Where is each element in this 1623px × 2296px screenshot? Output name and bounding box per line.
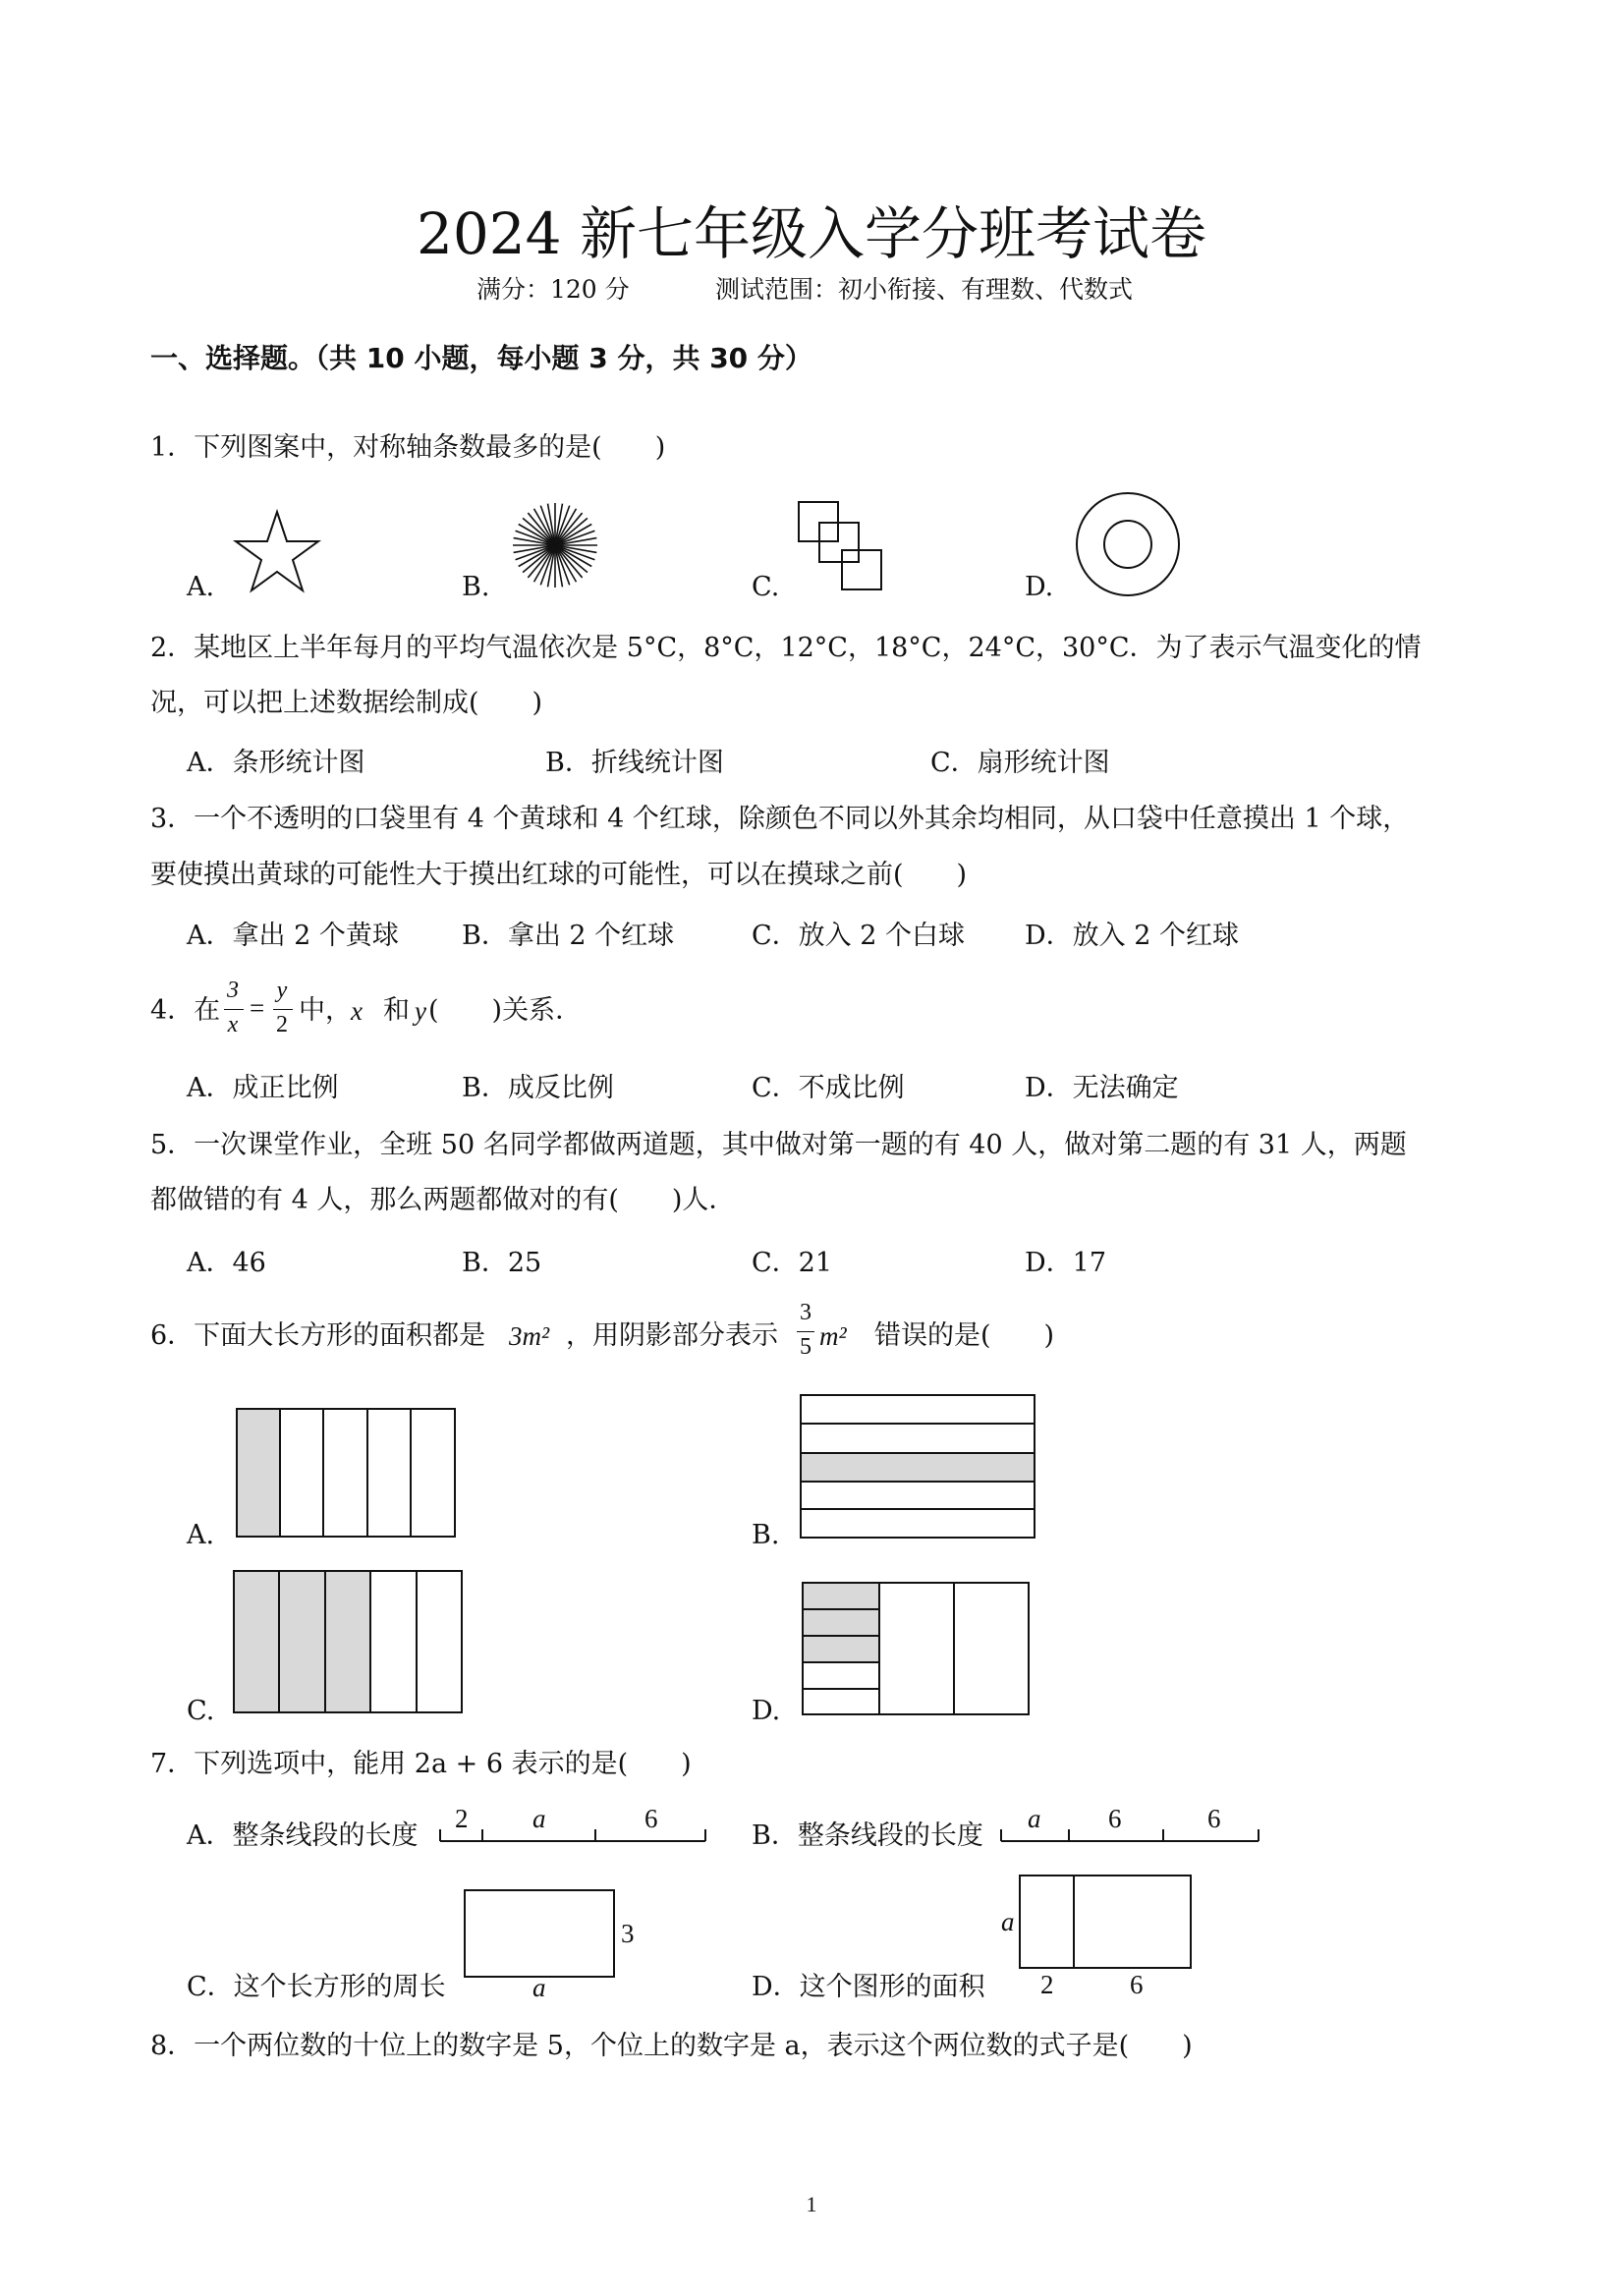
question-2-line2: 况，可以把上述数据绘制成( )	[150, 688, 543, 718]
question-3-line1: 3．一个不透明的口袋里有 4 个黄球和 4 个红球，除颜色不同以外其余均相同，从口袋中任意摸出 1 个球，	[150, 804, 1410, 834]
q2-option-c: C．扇形统计图	[930, 748, 1110, 778]
starburst-icon	[511, 501, 599, 589]
q1-option-a-label: A.	[187, 572, 215, 602]
q6-fraction-bar	[797, 1331, 814, 1332]
q6-figure-c	[233, 1570, 465, 1715]
q4-variable-x: x	[351, 996, 363, 1026]
q6-figure-b	[800, 1394, 1037, 1540]
q7-b-label-a: a	[1028, 1804, 1041, 1833]
question-5-line1: 5．一次课堂作业，全班 50 名同学都做两道题，其中做对第一题的有 40 人，做对第二题的有 31 人，两题	[150, 1130, 1407, 1160]
question-1-stem: 1．下列图案中，对称轴条数最多的是( )	[150, 432, 666, 463]
q7-a-label-a: a	[532, 1804, 546, 1833]
q4-option-b: B．成反比例	[462, 1073, 614, 1103]
q3-option-d: D．放入 2 个红球	[1025, 921, 1239, 951]
q6-fraction-denominator: 5	[800, 1334, 812, 1360]
q7-d-bottom-label-2: 2	[1040, 1970, 1054, 1999]
q4-suffix: 中，	[299, 995, 352, 1026]
q6-figure-d	[802, 1582, 1032, 1717]
page-title: 2024 新七年级入学分班考试卷	[416, 200, 1207, 267]
q7-b-label-6-first: 6	[1108, 1804, 1122, 1833]
question-7-stem: 7．下列选项中，能用 2a + 6 表示的是( )	[150, 1749, 692, 1779]
q4-fraction1-numerator: 3	[227, 978, 239, 1003]
q4-equals: =	[250, 993, 265, 1023]
q1-option-d-label: D.	[1025, 572, 1054, 602]
q5-option-b: B．25	[462, 1248, 542, 1278]
q4-option-c: C．不成比例	[752, 1073, 905, 1103]
q6-option-c-label: C.	[187, 1696, 215, 1726]
q3-option-a: A．拿出 2 个黄球	[187, 921, 399, 951]
q4-variable-y: y	[415, 996, 426, 1026]
q7-figure-d	[1019, 1875, 1194, 1971]
full-score: 满分：120 分	[476, 275, 630, 304]
q4-fraction2-denominator: 2	[276, 1012, 288, 1037]
q2-option-b: B．折线统计图	[545, 748, 724, 778]
q7-b-label-6-second: 6	[1207, 1804, 1221, 1833]
concentric-circles-icon	[1075, 491, 1181, 597]
q5-option-a: A．46	[187, 1248, 266, 1278]
q4-option-d: D．无法确定	[1025, 1073, 1179, 1103]
question-6-prefix: 6．下面大长方形的面积都是	[150, 1320, 486, 1351]
q6-unit: m²	[819, 1321, 847, 1351]
question-5-line2: 都做错的有 4 人，那么两题都做对的有( )人．	[150, 1185, 736, 1215]
q7-d-bottom-label-6: 6	[1130, 1970, 1144, 1999]
q5-option-c: C．21	[752, 1248, 833, 1278]
test-scope: 测试范围：初小衔接、有理数、代数式	[715, 275, 1134, 304]
q7-option-a: A．整条线段的长度	[187, 1820, 419, 1851]
star-icon	[234, 509, 320, 593]
q4-fraction1-denominator: x	[227, 1012, 239, 1037]
q4-fraction2-bar	[273, 1009, 293, 1010]
q7-c-side-label: 3	[621, 1919, 635, 1948]
q5-option-d: D．17	[1025, 1248, 1107, 1278]
q6-option-d-label: D.	[752, 1696, 781, 1726]
q7-a-label-2: 2	[455, 1804, 469, 1833]
q6-option-b-label: B.	[752, 1520, 780, 1550]
q7-segment-a	[438, 1806, 709, 1845]
q7-a-label-6: 6	[644, 1804, 658, 1833]
q1-option-c-label: C.	[752, 572, 780, 602]
q4-and: 和	[383, 995, 410, 1026]
q4-tail: ( )关系．	[428, 995, 583, 1026]
question-4-prefix: 4．在	[150, 995, 221, 1026]
q6-option-a-label: A.	[187, 1520, 215, 1550]
q7-c-bottom-label: a	[532, 1973, 546, 2002]
q7-option-b: B．整条线段的长度	[752, 1820, 983, 1851]
question-3-line2: 要使摸出黄球的可能性大于摸出红球的可能性，可以在摸球之前( )	[150, 860, 968, 890]
page-number: 1	[806, 2192, 817, 2216]
q4-fraction1-bar	[224, 1009, 244, 1010]
q1-option-b-label: B.	[462, 572, 490, 602]
q7-d-side-label: a	[1001, 1907, 1015, 1936]
q6-area: 3m²	[509, 1321, 550, 1351]
q4-fraction2-numerator: y	[276, 978, 288, 1003]
q6-figure-a	[236, 1408, 457, 1540]
q4-option-a: A．成正比例	[187, 1073, 339, 1103]
q7-option-c: C．这个长方形的周长	[187, 1972, 446, 2002]
q2-option-a: A．条形统计图	[187, 748, 365, 778]
question-2-line1: 2．某地区上半年每月的平均气温依次是 5°C，8°C，12°C，18°C，24°C，30°C．为了表示气温变化的情	[150, 633, 1422, 663]
q3-option-b: B．拿出 2 个红球	[462, 921, 675, 951]
question-8-stem: 8．一个两位数的十位上的数字是 5，个位上的数字是 a，表示这个两位数的式子是( )	[150, 2031, 1193, 2061]
section-heading: 一、选择题。（共 10 小题，每小题 3 分，共 30 分）	[150, 342, 812, 374]
q7-option-d: D．这个图形的面积	[752, 1972, 985, 2002]
q7-rectangle-c	[464, 1889, 617, 1980]
q3-option-c: C．放入 2 个白球	[752, 921, 966, 951]
overlapping-squares-icon	[798, 501, 886, 593]
q6-mid: ，用阴影部分表示	[566, 1320, 778, 1351]
q6-tail: 错误的是( )	[874, 1320, 1055, 1351]
q6-fraction-numerator: 3	[800, 1300, 812, 1325]
